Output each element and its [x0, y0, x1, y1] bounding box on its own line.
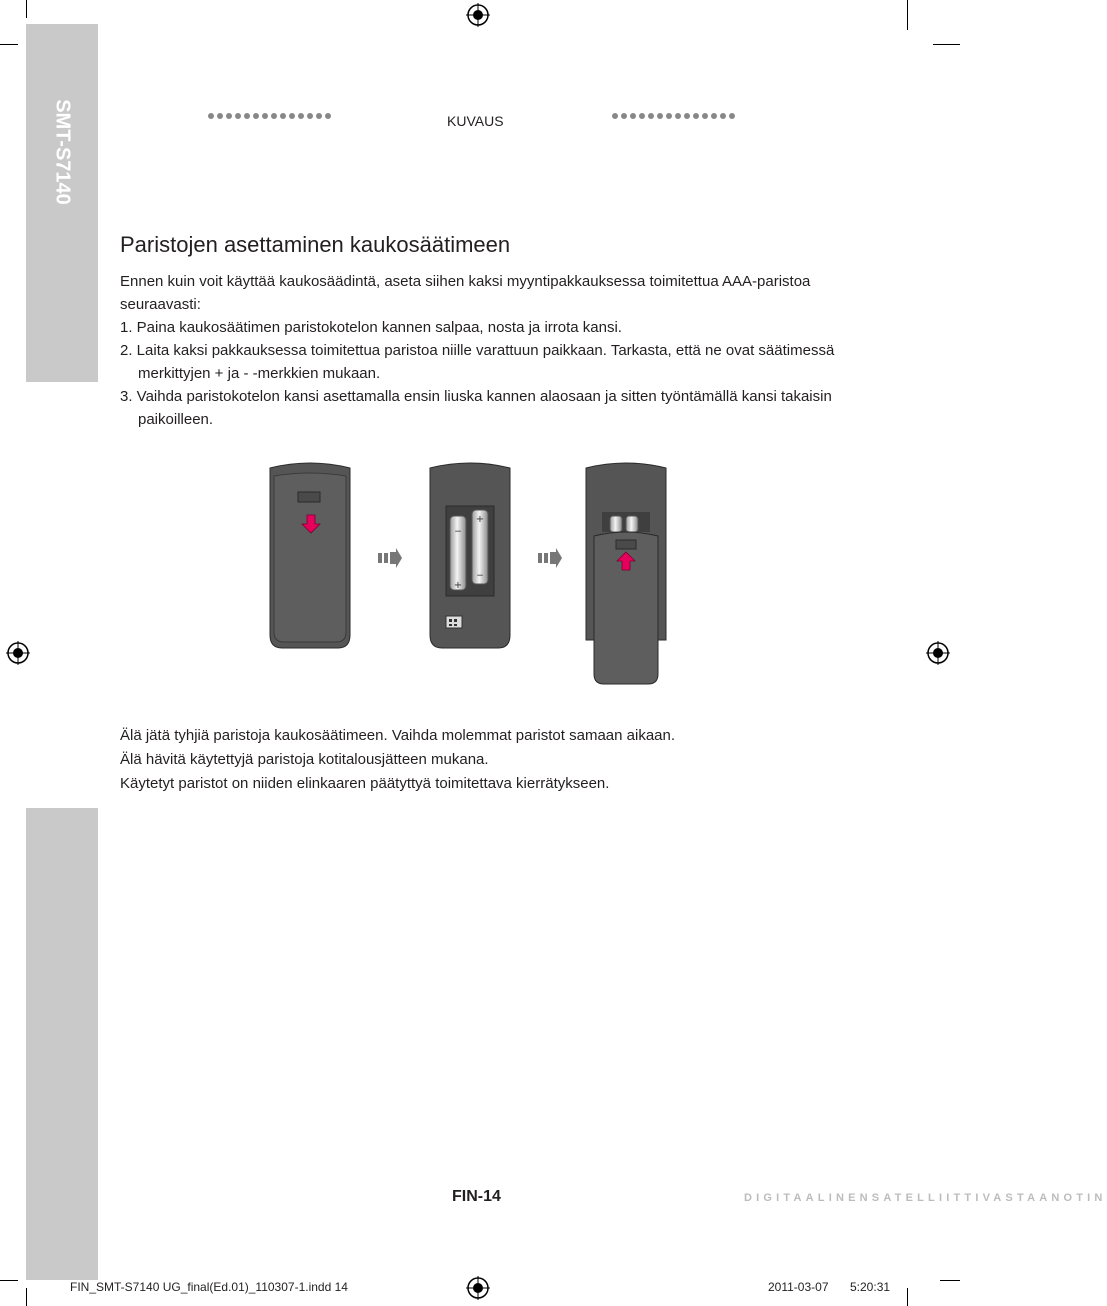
crop-mark: [940, 1280, 960, 1281]
registration-mark-icon: [926, 641, 950, 665]
note-item: Älä hävitä käytettyjä paristoja kotitalousjätteen mukana.: [120, 751, 489, 768]
header-dots-left: [208, 113, 331, 121]
remote-open-batteries: [430, 463, 510, 648]
notes-block: [120, 724, 840, 796]
registration-mark-icon: [466, 3, 490, 27]
note-item: Älä jätä tyhjiä paristoja kaukosäätimeen. Vaihda molemmat paristot samaan aikaan.: [120, 727, 676, 744]
footer-date: 2011-03-07: [768, 1280, 829, 1294]
page-number: FIN-14: [452, 1188, 501, 1205]
minus-sign: −: [454, 527, 462, 537]
crop-mark: [0, 44, 18, 45]
sidebar-model-label: SMT-S7140: [51, 99, 74, 205]
step-item: 2. Laita kaksi pakkauksessa toimitettua paristoa niille varattuun paikkaan. Tarkasta, että ne ovat säätimessä merkittyjen + ja - -merkkien mukaan.: [120, 342, 835, 382]
page-title: Paristojen asettaminen kaukosäätimeen: [120, 232, 511, 257]
header-dots-right: [612, 113, 735, 121]
crop-mark: [907, 1288, 908, 1306]
sidebar-model-tab: [26, 24, 98, 382]
battery-installation-illustration: [250, 460, 670, 686]
step-item: 3. Vaihda paristokotelon kansi asettamalla ensin liuska kannen alaosaan ja sitten työntämällä kansi takaisin paikoilleen.: [120, 388, 832, 428]
footer-time: 5:20:31: [850, 1280, 891, 1294]
step-arrow-icon: [538, 548, 562, 568]
crop-mark: [0, 1280, 18, 1281]
plus-sign: +: [475, 514, 485, 525]
crop-mark: [26, 0, 27, 18]
crop-mark: [26, 1288, 27, 1306]
crop-mark: [933, 44, 960, 45]
registration-mark-icon: [6, 641, 30, 665]
minus-sign: −: [476, 571, 484, 581]
intro-paragraph: Ennen kuin voit käyttää kaukosäädintä, aseta siihen kaksi myyntipakkauksessa toimitettua AAA-paristoa seuraavasti:: [120, 273, 811, 313]
step-item: 1. Paina kaukosäätimen paristokotelon kannen salpaa, nosta ja irrota kansi.: [120, 319, 622, 336]
crop-mark: [907, 0, 908, 30]
step-arrow-icon: [378, 548, 402, 568]
remote-closed-cover: [270, 463, 350, 648]
steps-list: [120, 316, 836, 431]
sidebar-band: [26, 808, 98, 1280]
footer-file: FIN_SMT-S7140 UG_final(Ed.01)_110307-1.indd 14: [70, 1280, 348, 1294]
remote-cover-reattach: [586, 463, 666, 684]
registration-mark-icon: [466, 1276, 490, 1300]
running-brand: DIGITAALINENSATELLIITTIVASTAANOTIN: [744, 1192, 1107, 1204]
section-label: KUVAUS: [447, 113, 504, 129]
note-item: Käytetyt paristot on niiden elinkaaren päätyttyä toimitettava kierrätykseen.: [120, 775, 610, 792]
plus-sign: +: [453, 580, 463, 591]
